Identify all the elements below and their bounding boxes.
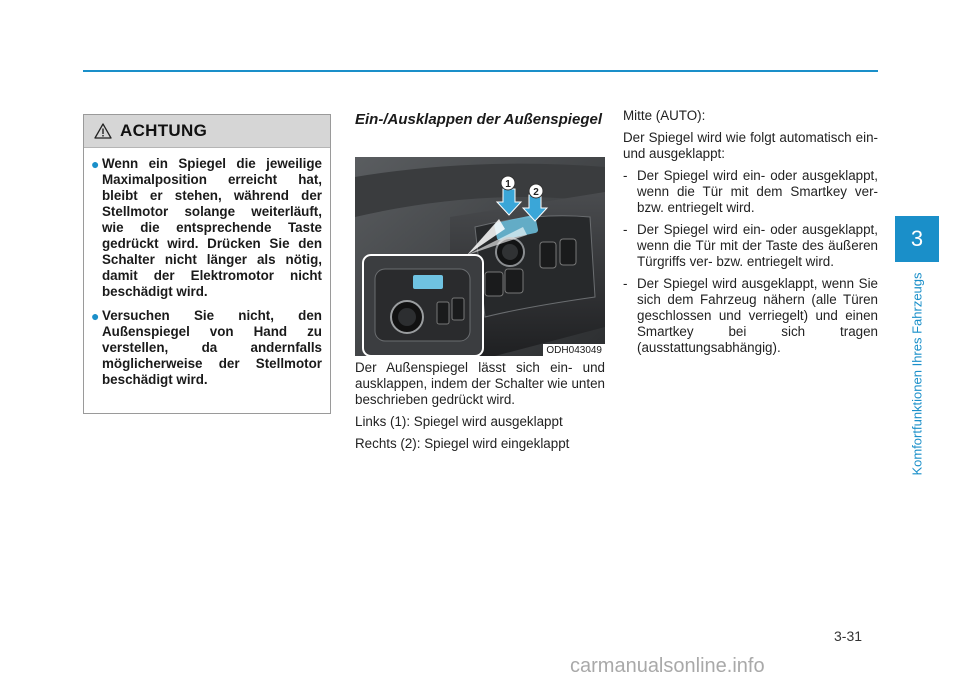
- caution-item-text: Wenn ein Spiegel die jeweilige Maximalposition erreicht hat, bleibt er stehen, während der Stellmotor solange weiterläuft, wie die entsprechende Taste gedrückt wird. Drücken Sie den Schalter nicht länger als nötig, damit der Elektromotor nicht beschädigt wird.: [102, 156, 322, 299]
- list-item: [623, 276, 878, 356]
- list-item-text: Der Spiegel wird ein- oder ausgeklappt, wenn die Tür mit der Taste des äußeren Türgriffs ver- bzw. entriegelt wird.: [637, 222, 878, 269]
- figure-code: ODH043049: [543, 344, 605, 356]
- caution-body: [84, 148, 330, 388]
- body-paragraph: Der Außenspiegel lässt sich ein- und ausklappen, indem der Schalter wie unten beschrieben gedrückt wird.: [355, 360, 605, 407]
- caution-title: ACHTUNG: [120, 121, 208, 140]
- right-column: [623, 108, 878, 362]
- body-paragraph: Rechts (2): Spiegel wird eingeklappt: [355, 436, 570, 451]
- caution-item: [91, 156, 322, 300]
- section-body: [355, 360, 605, 458]
- page-number: 3-31: [834, 628, 863, 644]
- door-panel-illustration: [355, 157, 605, 356]
- callout-1: 1: [505, 179, 511, 190]
- intro-title: Mitte (AUTO):: [623, 108, 706, 123]
- chapter-title: Komfortfunktionen Ihres Fahrzeugs: [909, 272, 925, 476]
- list-item: [623, 222, 878, 270]
- list-item: [623, 168, 878, 216]
- caution-header: [84, 115, 330, 148]
- dash-bullet: -: [623, 168, 628, 183]
- caution-item: [91, 308, 322, 388]
- bullet-dot-icon: ●: [91, 156, 100, 172]
- caution-box: [83, 114, 331, 414]
- warning-triangle-icon: [94, 123, 112, 139]
- dash-bullet: -: [623, 222, 628, 237]
- top-rule: [83, 70, 878, 72]
- chapter-tab: 3: [895, 216, 939, 262]
- intro-text: Der Spiegel wird wie folgt automatisch ein- und ausgeklappt:: [623, 130, 878, 161]
- body-paragraph: Links (1): Spiegel wird ausgeklappt: [355, 414, 563, 429]
- watermark: carmanualsonline.info: [570, 655, 765, 677]
- section-heading: Ein-/Ausklappen der Außenspiegel: [355, 111, 602, 128]
- mirror-switch-figure: [355, 157, 605, 356]
- dash-bullet: -: [623, 276, 628, 291]
- list-item-text: Der Spiegel wird ein- oder ausgeklappt, wenn die Tür mit dem Smartkey ver- bzw. entriegelt wird.: [637, 168, 878, 215]
- bullet-dot-icon: ●: [91, 308, 100, 324]
- callout-2: 2: [533, 187, 539, 198]
- list-item-text: Der Spiegel wird ausgeklappt, wenn Sie sich dem Fahrzeug nähern (alle Türen geschlossen und verriegelt) und einen Smartkey bei sich tragen (ausstattungsabhängig).: [637, 276, 878, 355]
- caution-item-text: Versuchen Sie nicht, den Außenspiegel von Hand zu verstellen, da andernfalls möglicherweise der Stellmotor beschädigt wird.: [102, 308, 322, 387]
